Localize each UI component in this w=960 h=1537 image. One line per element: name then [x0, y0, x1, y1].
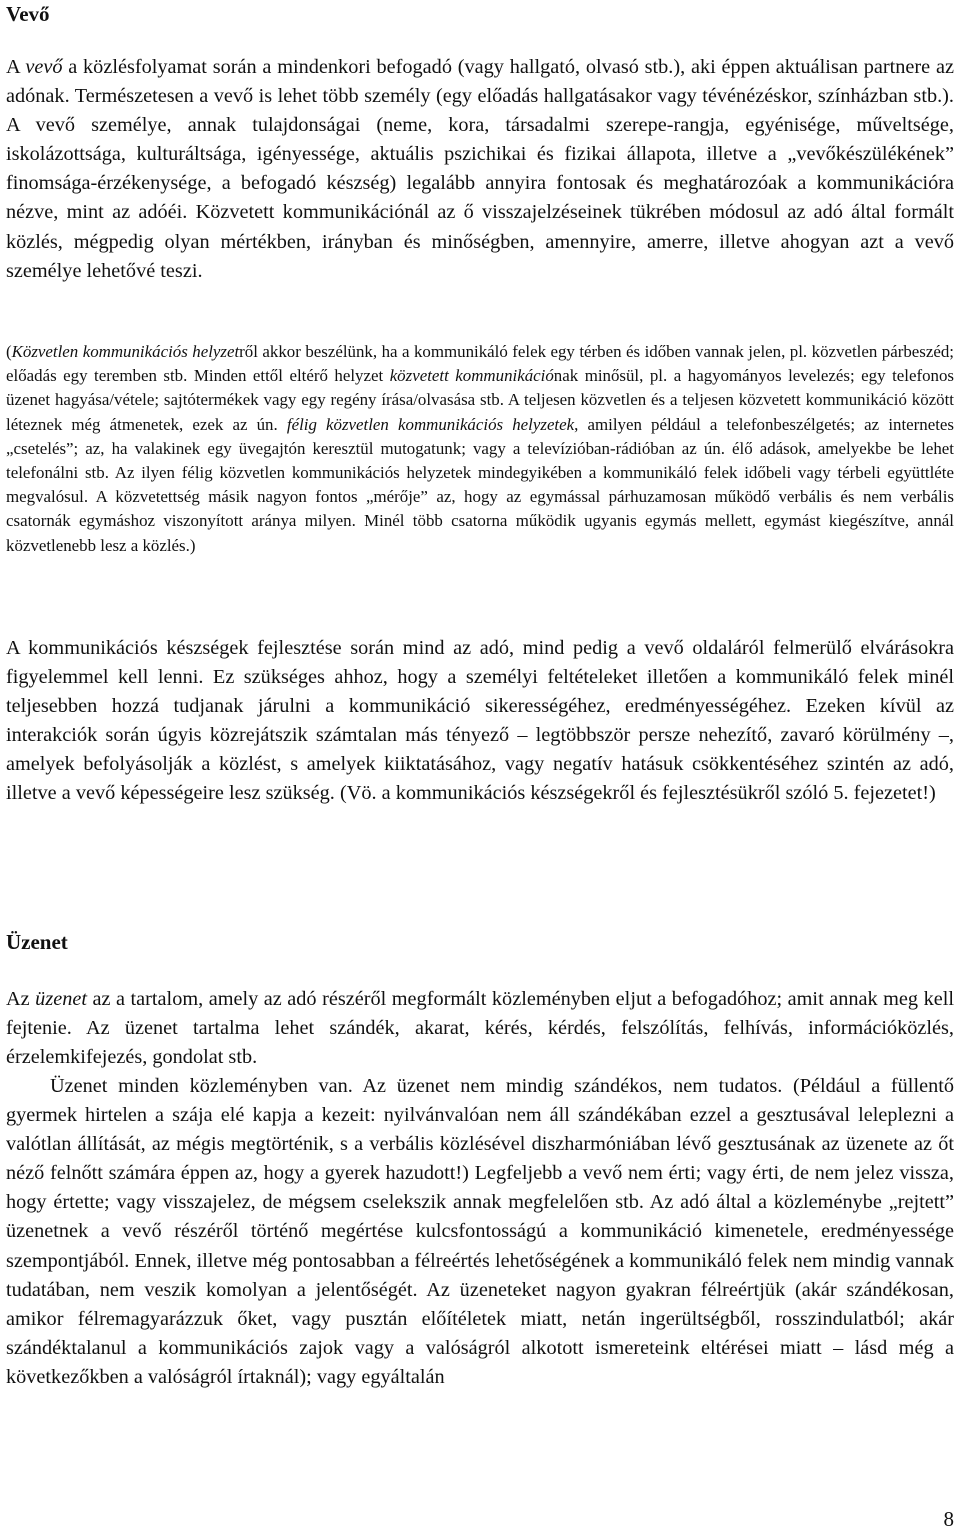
page-number: 8	[943, 1507, 954, 1531]
paragraph-vevo-definition: A vevő a közlésfolyamat során a mindenkori befogadó (vagy hallgató, olvasó stb.), aki éppen aktuálisan partnere az adónak. Természetesen a vevő is lehet több személy (egy előadás hallgatásakor vagy tévénézéskor, színházban stb.). A vevő személye, annak tulajdonságai (neme, kora, társadalmi szerepe-rangja, egyénisége, műveltsége, iskolázottsága, kulturáltsága, igényessége, aktuális pszichikai és fizikai állapota, illetve a „vevőkészülékének” finomsága-érzékenysége, a befogadó készség) legalább annyira fontosak és meghatározóak a kommunikációra nézve, mint az adóéi. Közvetett kommunikációnál az ő visszajelzéseinek tükrében módosul az adó által formált közlés, mégpedig olyan mértékben, irányban és minőségben, amennyire, amerre, illetve ahogyan azt a vevő személye lehetővé teszi.	[6, 56, 954, 282]
italic-term: közvetett kommunikáció	[389, 366, 554, 386]
paragraph-kommunikacios-keszsegek: A kommunikációs készségek fejlesztése során mind az adó, mind pedig a vevő oldaláról felmerülő elvárásokra figyelemmel kell lenni. Ez szükséges ahhoz, hogy a személyi feltételeket illetően a kommunikáló felek minél teljesebben hozzá tudjanak járulni a kommunikáció sikerességéhez, eredményességéhez. Ezeken kívül az interakciók során úgyis közrejátszik számtalan más tényező – legtöbbször persze nehezítő, zavaró körülmény –, amelyek befolyásolják a közlést, s amelyek kiiktatásához, vagy negatív hatásuk csökkentéséhez szintén az adó, illetve a vevő képességeire lesz szükség. (Vö. a kommunikációs készségekről és fejlesztésükről szóló 5. fejezetet!)	[6, 637, 954, 805]
section-heading-vevo: Vevő	[6, 2, 50, 26]
italic-term: üzenet	[35, 988, 87, 1010]
italic-term: vevő	[25, 56, 63, 78]
section-heading-uzenet: Üzenet	[6, 930, 68, 954]
paragraph-uzenet-definition: Az üzenet az a tartalom, amely az adó részéről megformált közleményben eljut a befogadóhoz; amit annak meg kell fejtenie. Az üzenet tartalma lehet szándék, akarat, kérés, kérdés, felszólítás, felhívás, információközlés, érzelemkifejezés, gondolat stb.	[6, 988, 955, 1069]
italic-term: Közvetlen kommunikációs helyzet	[11, 342, 240, 361]
italic-term: félig közvetlen kommunikációs helyzetek	[286, 414, 575, 434]
paragraph-uzenet-details: Üzenet minden közleményben van. Az üzenet nem mindig szándékos, nem tudatos. (Például a füllentő gyermek hirtelen a szája elé kapja a kezeit: nyilvánvalóan nem áll szándékában ezzel a gesztusával leleplezni a valótlan állítását, az mégis megtörténik, s a verbális közlésével diszharmóniában lévő gesztusának az üzenete az őt néző felnőtt számára éppen az, hogy a gyerek hazudott!) Legfeljebb a vevő nem érti; vagy érti, de nem jelez vissza, hogy értette; vagy visszajelez, de mégsem cselekszik annak megfelelően stb. Az adó által a közleménybe „rejtett” üzenetnek a vevő részéről történő megértése kulcsfontosságú a kommunikáció kimenetele, eredményessége szempontjából. Ennek, illetve még pontosabban a félreértés lehetőségének a kommunikáló felek nem mindig vannak tudatában, nem veszik komolyan a jelentőségét. Az üzeneteket nagyon gyakran félreértjük (akár szándékosan, amikor félremagyarázzuk őket, vagy pusztán előítéletek miatt, netán ingerültségből, rosszindulatból; akár szándéktalanul a kommunikációs zajok vagy a valóságról alkotott ismereteink eltérései miatt – lásd még a következőkben a valóságról írtaknál); vagy egyáltalán	[6, 1075, 954, 1388]
note-paragraph-kommunikacios-helyzet: (Közvetlen kommunikációs helyzetről akkor beszélünk, ha a kommunikáló felek egy térben és időben vannak jelen, pl. közvetlen párbeszéd; előadás egy teremben stb. Minden ettől eltérő helyzet közvetett kommunikációnak minősül, pl. a hagyományos levelezés; egy telefonos üzenet hagyása/vétele; sajtótermékek vagy egy regény írása/olvasása stb. A teljesen közvetlen és a teljesen közvetett kommunikáció között léteznek még átmenetek, ezek az ún. félig közvetlen kommunikációs helyzetek, amilyen például a telefonbeszélgetés; az internetes „csetelés”; az, ha valakinek egy üvegajtón keresztül mutogatunk; vagy a televízióban-rádióban az ún. élő adások, amelyekbe be lehet telefonálni stb. Az ilyen félig közvetlen kommunikációs helyzetek mindegyikében a kommunikáló felek időbeli vagy térbeli együttléte megvalósul. A közvetettség másik nagyon fontos „mérője” az, hogy az egymással párhuzamosan működő verbális és nem verbális csatornák egymáshoz viszonyított aránya milyen. Minél több csatorna működik ugyanis egymás mellett, egymást kiegészítve, annál közvetlenebb lesz a közlés.)	[6, 342, 954, 555]
